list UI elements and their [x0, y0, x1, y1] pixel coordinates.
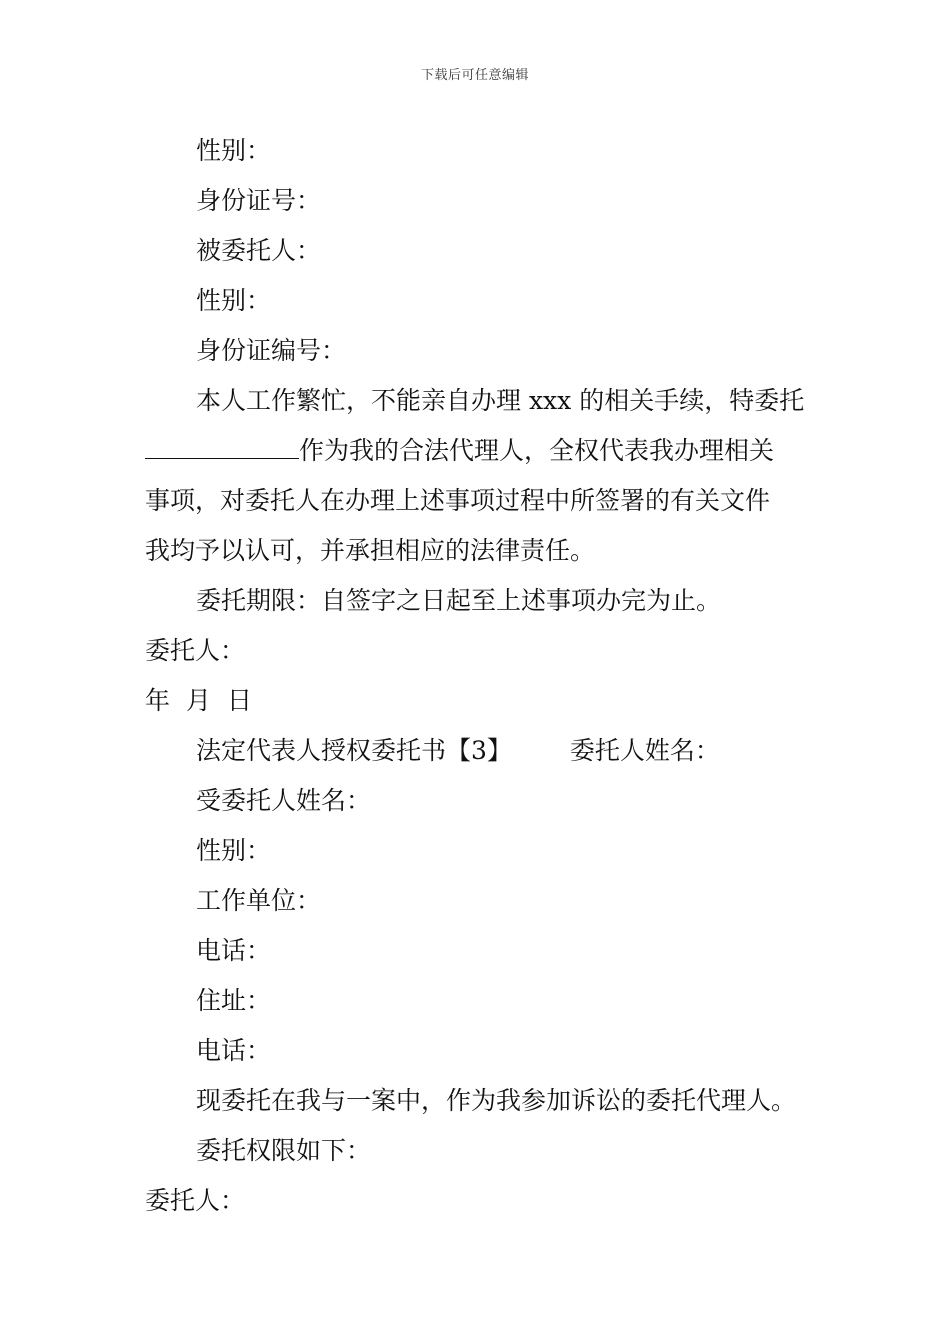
- date-day: 日: [227, 686, 253, 715]
- document-body: [145, 126, 810, 1226]
- principal-name-label: 委托人姓名：: [569, 736, 720, 765]
- phone-label-2: 电话：: [196, 1036, 272, 1065]
- address-label: 住址：: [196, 986, 272, 1015]
- paragraph-line-3: 事项，对委托人在办理上述事项过程中所签署的有关文件: [145, 486, 771, 515]
- paragraph-line-4: 我均予以认可，并承担相应的法律责任。: [145, 536, 596, 565]
- principal-signature-label: 委托人：: [145, 636, 246, 665]
- delegation-statement: 现委托在我与一案中，作为我参加诉讼的委托代理人。: [196, 1086, 797, 1115]
- date-line: [145, 676, 810, 726]
- authority-scope-label: 委托权限如下：: [196, 1136, 372, 1165]
- paragraph-line-2-text: 作为我的合法代理人，全权代表我办理相关: [299, 436, 775, 465]
- agent-name-label: 受委托人姓名：: [196, 786, 372, 815]
- agent-gender-label: 性别：: [196, 836, 272, 865]
- date-year: 年: [145, 686, 171, 715]
- work-unit-label: 工作单位：: [196, 886, 322, 915]
- section-title-line: [145, 726, 810, 776]
- trustee-label: 被委托人：: [196, 236, 322, 265]
- paragraph-line-2: [145, 426, 810, 476]
- gender-label: 性别：: [196, 136, 272, 165]
- section-title: 法定代表人授权委托书【3】: [196, 736, 512, 765]
- trustee-gender-label: 性别：: [196, 286, 272, 315]
- paragraph-line-1: 本人工作繁忙，不能亲自办理 xxx 的相关手续，特委托: [196, 386, 805, 415]
- term-line: 委托期限：自签字之日起至上述事项办完为止。: [196, 586, 722, 615]
- phone-label: 电话：: [196, 936, 272, 965]
- principal-signature-label-2: 委托人：: [145, 1186, 246, 1215]
- id-number-label: 身份证号：: [196, 186, 322, 215]
- blank-underline: [145, 428, 299, 459]
- page-header: 下载后可任意编辑: [420, 68, 529, 83]
- trustee-id-number-label: 身份证编号：: [196, 336, 347, 365]
- date-month: 月: [186, 686, 212, 715]
